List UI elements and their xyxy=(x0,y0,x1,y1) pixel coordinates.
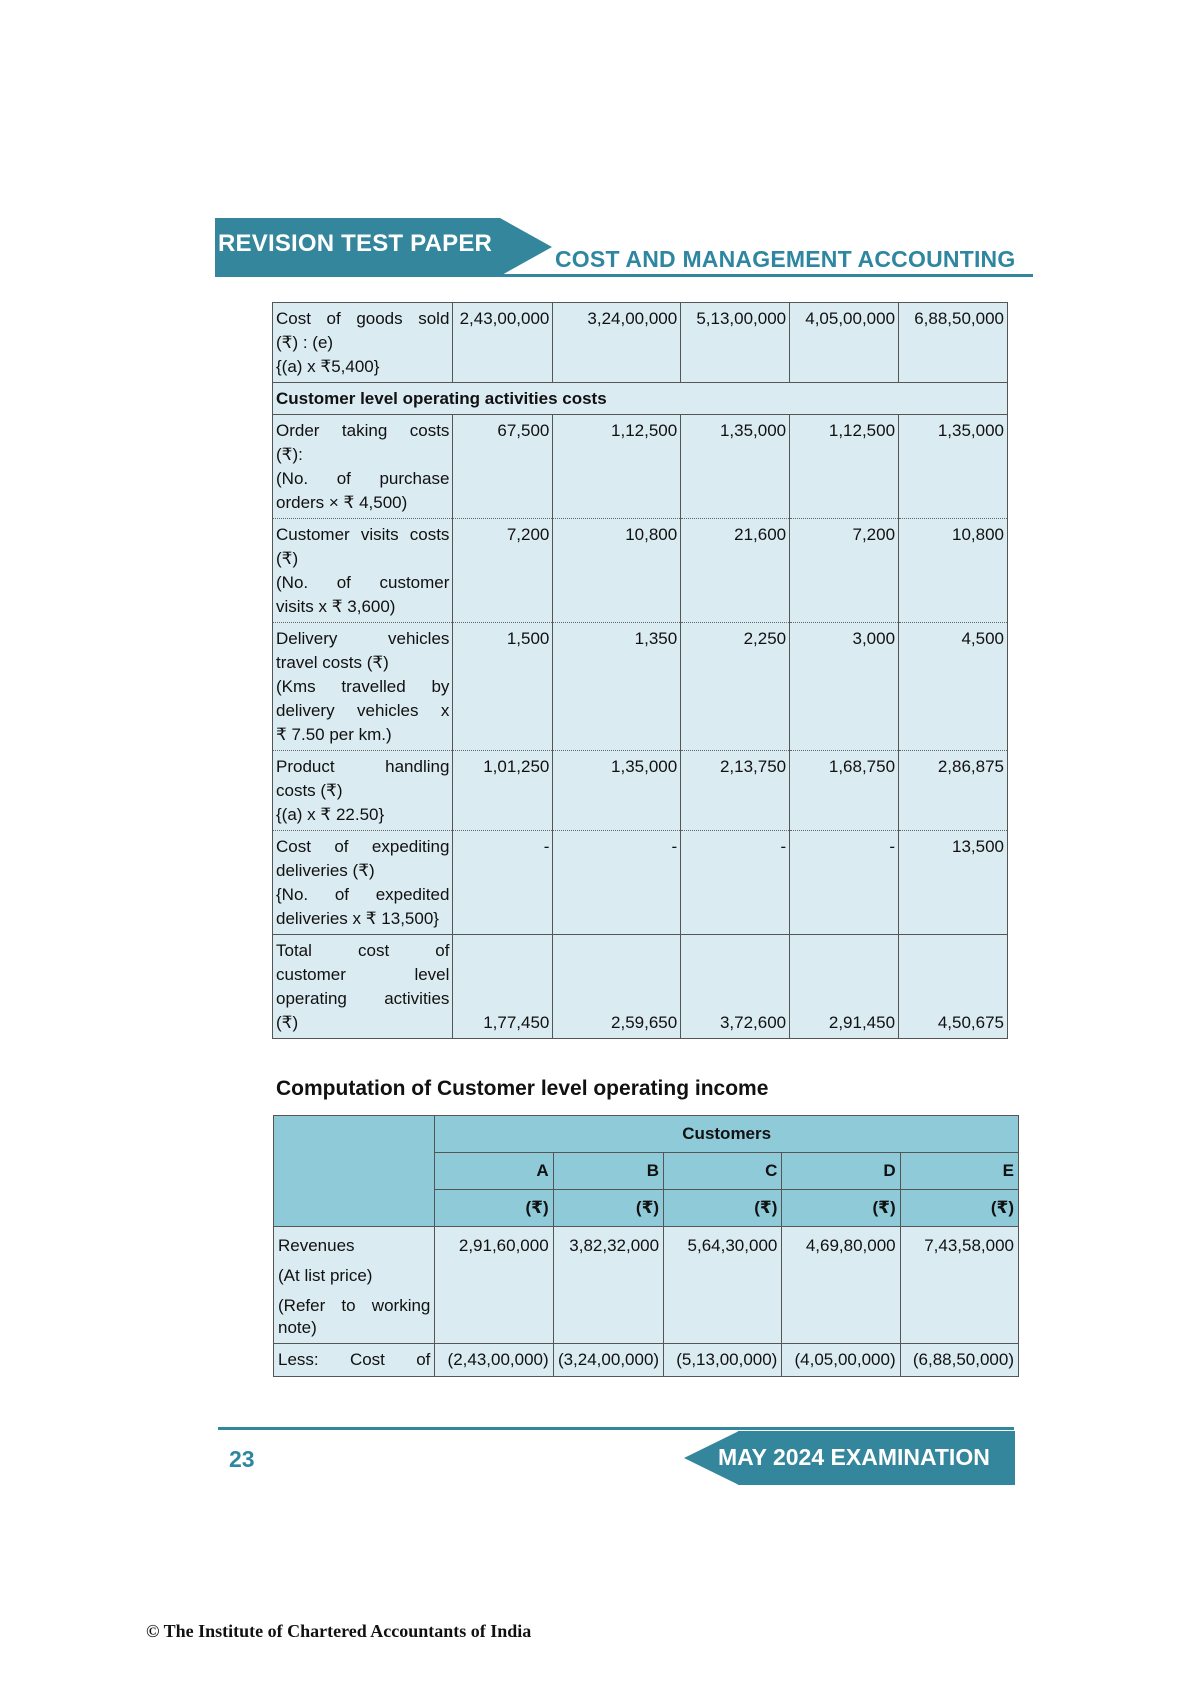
row-label xyxy=(273,751,453,831)
header-right-title: COST AND MANAGEMENT ACCOUNTING xyxy=(555,246,1016,272)
cell-e: 2,86,875 xyxy=(899,751,1008,831)
row-label xyxy=(273,415,453,519)
table-row xyxy=(274,1227,1019,1344)
cell-a: 1,01,250 xyxy=(453,751,553,831)
label-line: Customer visits costs xyxy=(276,525,450,544)
label-line: Product handling xyxy=(276,757,450,776)
label-line: {(a) x ₹ 22.50} xyxy=(276,805,385,824)
label-line: (₹) : (e) xyxy=(276,333,334,352)
label-line: note) xyxy=(278,1318,317,1337)
footer-line xyxy=(218,1427,1014,1430)
label-line: customer level xyxy=(276,965,450,984)
label-line: (₹) xyxy=(276,549,299,568)
label-line: operating activities xyxy=(276,989,450,1008)
row-label xyxy=(273,623,453,751)
label-line: (No. of purchase xyxy=(276,469,450,488)
unit-e: (₹) xyxy=(900,1190,1018,1227)
copyright: © The Institute of Chartered Accountants of India xyxy=(146,1621,532,1641)
cell-c: 2,13,750 xyxy=(681,751,790,831)
cell-b: 1,35,000 xyxy=(553,751,681,831)
operating-costs-table xyxy=(272,302,1008,1039)
col-header-d: D xyxy=(782,1153,900,1190)
cell-b: 1,12,500 xyxy=(553,415,681,519)
cell-b: 1,350 xyxy=(553,623,681,751)
table-row xyxy=(274,1344,1019,1377)
unit-d: (₹) xyxy=(782,1190,900,1227)
cell-a: - xyxy=(453,831,553,935)
cell-e: 4,500 xyxy=(899,623,1008,751)
cell-e: 10,800 xyxy=(899,519,1008,623)
cell-a: 7,200 xyxy=(453,519,553,623)
cell-c: 2,250 xyxy=(681,623,790,751)
label-line: travel costs (₹) xyxy=(276,653,389,672)
table-row xyxy=(273,303,1008,383)
cell-d: 3,000 xyxy=(790,623,899,751)
customers-header: Customers xyxy=(435,1116,1019,1153)
row-label xyxy=(273,935,453,1039)
cell-d: 4,69,80,000 xyxy=(782,1227,900,1344)
cell-b: (3,24,00,000) xyxy=(553,1344,663,1377)
col-header-e: E xyxy=(900,1153,1018,1190)
label-line: Delivery vehicles xyxy=(276,629,450,648)
cell-b: 2,59,650 xyxy=(553,935,681,1039)
label-line: {(a) x ₹5,400} xyxy=(276,357,380,376)
col-header-a: A xyxy=(435,1153,553,1190)
label-line: deliveries x ₹ 13,500} xyxy=(276,909,439,928)
section-heading: Computation of Customer level operating income xyxy=(276,1077,769,1100)
label-line: costs (₹) xyxy=(276,781,343,800)
cell-c: 3,72,600 xyxy=(681,935,790,1039)
less-label: Less: Cost of xyxy=(274,1344,435,1377)
cell-a: 1,77,450 xyxy=(453,935,553,1039)
operating-income-table xyxy=(273,1115,1019,1377)
header-corner xyxy=(274,1116,435,1227)
cell-e: 7,43,58,000 xyxy=(900,1227,1018,1344)
total-row xyxy=(273,935,1008,1039)
cell-c: 1,35,000 xyxy=(681,415,790,519)
label-line: visits x ₹ 3,600) xyxy=(276,597,396,616)
section-title-row xyxy=(273,383,1008,415)
label-line: orders × ₹ 4,500) xyxy=(276,493,408,512)
cell-d: 7,200 xyxy=(790,519,899,623)
cell-b: - xyxy=(553,831,681,935)
cell-d: 2,91,450 xyxy=(790,935,899,1039)
unit-b: (₹) xyxy=(553,1190,663,1227)
table-row xyxy=(273,751,1008,831)
label-line: Revenues xyxy=(278,1236,355,1255)
page-number: 23 xyxy=(229,1446,255,1472)
label-line: Cost of goods sold xyxy=(276,309,450,328)
label-line: (Kms travelled by xyxy=(276,677,450,696)
cell-e: 13,500 xyxy=(899,831,1008,935)
cell-e: 4,50,675 xyxy=(899,935,1008,1039)
label-line: (₹) xyxy=(276,1013,299,1032)
cell-b: 10,800 xyxy=(553,519,681,623)
header-underline xyxy=(215,274,1033,277)
cell-d: (4,05,00,000) xyxy=(782,1344,900,1377)
cell-c: - xyxy=(681,831,790,935)
label-line: (Refer to working xyxy=(278,1296,431,1315)
cell-d: - xyxy=(790,831,899,935)
cell-a: 2,43,00,000 xyxy=(453,303,553,383)
row-label xyxy=(273,831,453,935)
label-line: delivery vehicles x xyxy=(276,701,450,720)
row-label xyxy=(273,519,453,623)
table-row xyxy=(273,831,1008,935)
table-header-row xyxy=(274,1116,1019,1153)
cell-b: 3,24,00,000 xyxy=(553,303,681,383)
cell-c: 5,13,00,000 xyxy=(681,303,790,383)
col-header-b: B xyxy=(553,1153,663,1190)
cell-d: 1,68,750 xyxy=(790,751,899,831)
header-arrow xyxy=(500,218,552,276)
unit-a: (₹) xyxy=(435,1190,553,1227)
col-header-c: C xyxy=(664,1153,782,1190)
cell-b: 3,82,32,000 xyxy=(553,1227,663,1344)
cell-e: 1,35,000 xyxy=(899,415,1008,519)
cogs-label xyxy=(273,303,453,383)
cell-c: 5,64,30,000 xyxy=(664,1227,782,1344)
label-line: (No. of customer xyxy=(276,573,450,592)
cell-d: 1,12,500 xyxy=(790,415,899,519)
cell-e: (6,88,50,000) xyxy=(900,1344,1018,1377)
unit-c: (₹) xyxy=(664,1190,782,1227)
label-line: (₹): xyxy=(276,445,303,464)
cell-a: 1,500 xyxy=(453,623,553,751)
cell-c: 21,600 xyxy=(681,519,790,623)
cell-a: 2,91,60,000 xyxy=(435,1227,553,1344)
header-left-title: REVISION TEST PAPER xyxy=(218,230,493,257)
cell-e: 6,88,50,000 xyxy=(899,303,1008,383)
label-line: Order taking costs xyxy=(276,421,450,440)
cell-a: (2,43,00,000) xyxy=(435,1344,553,1377)
label-line: (At list price) xyxy=(278,1266,373,1285)
cell-d: 4,05,00,000 xyxy=(790,303,899,383)
label-line: deliveries (₹) xyxy=(276,861,375,880)
footer-exam-title: MAY 2024 EXAMINATION xyxy=(718,1444,990,1470)
cell-a: 67,500 xyxy=(453,415,553,519)
section-title: Customer level operating activities costs xyxy=(273,383,1008,415)
label-line: ₹ 7.50 per km.) xyxy=(276,725,392,744)
label-line: {No. of expedited xyxy=(276,885,450,904)
table-row xyxy=(273,623,1008,751)
revenues-label xyxy=(274,1227,435,1344)
table-row xyxy=(273,519,1008,623)
table-row xyxy=(273,415,1008,519)
label-line: Cost of expediting xyxy=(276,837,450,856)
cell-c: (5,13,00,000) xyxy=(664,1344,782,1377)
label-line: Total cost of xyxy=(276,941,450,960)
